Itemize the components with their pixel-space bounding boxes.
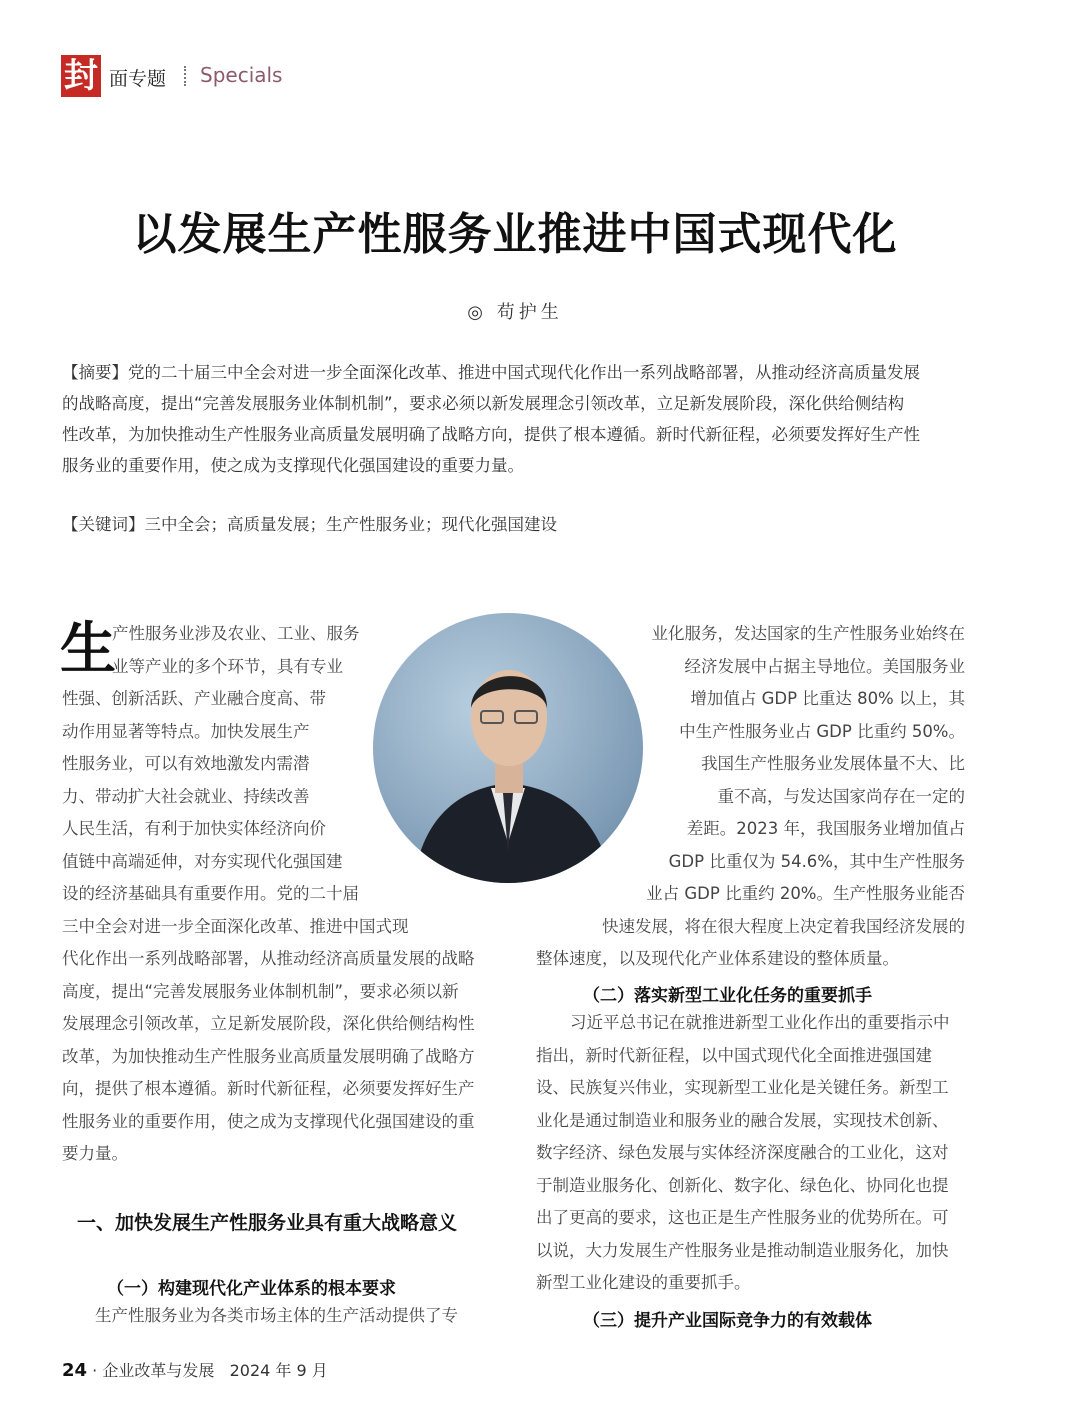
text-line: 业占 GDP 比重约 20%。生产性服务业能否 xyxy=(646,884,965,903)
author: ◎ 苟护生 xyxy=(467,302,563,323)
text-line: 性强、创新活跃、产业融合度高、带 xyxy=(62,689,326,708)
text-line: 高度，提出“完善发展服务业体制机制”，要求必须以新 xyxy=(62,981,459,1001)
article-title: 以发展生产性服务业推进中国式现代化 xyxy=(132,209,898,260)
text-line: 重不高，与发达国家尚存在一定的 xyxy=(717,786,965,806)
text-line: 设、民族复兴伟业，实现新型工业化是关键任务。新型工 xyxy=(536,1078,949,1097)
text-line: 整体速度，以及现代化产业体系建设的整体质量。 xyxy=(536,949,899,968)
section-heading: 一、加快发展生产性服务业具有重大战略意义 xyxy=(77,1212,458,1234)
subsection-heading: （一）构建现代化产业体系的根本要求 xyxy=(107,1279,396,1299)
text-line: 值链中高端延伸，对夯实现代化强国建 xyxy=(62,851,343,871)
text-line: GDP 比重仅为 54.6%，其中生产性服务 xyxy=(668,851,965,871)
text-line: 发展理念引领改革，立足新发展阶段，深化供给侧结构性 xyxy=(62,1014,475,1033)
text-line: 性服务业的重要作用，使之成为支撑现代化强国建设的重 xyxy=(62,1111,475,1131)
text-line: 快速发展，将在很大程度上决定着我国经济发展的 xyxy=(602,916,965,936)
text-line: 力、带动扩大社会就业、持续改善 xyxy=(62,786,310,806)
column-logo: 封 xyxy=(61,55,101,97)
text-line: 新型工业化建设的重要抓手。 xyxy=(536,1273,751,1292)
subsection-heading: （二）落实新型工业化任务的重要抓手 xyxy=(583,986,872,1006)
text-line: 人民生活，有利于加快实体经济向价 xyxy=(62,819,326,838)
column-name-en: Specials xyxy=(200,63,283,87)
text-line: 以说，大力发展生产性服务业是推动制造业服务化，加快 xyxy=(536,1240,949,1260)
text-line: 向，提供了根本遵循。新时代新征程，必须要发挥好生产 xyxy=(62,1079,475,1098)
text-line: 性改革，为加快推动生产性服务业高质量发展明确了战略方向，提供了根本遵循。新时代新征程，必须要发挥好生产性 xyxy=(62,425,920,444)
text-line: 差距。2023 年，我国服务业增加值占 xyxy=(686,819,965,838)
text-line: 产性服务业涉及农业、工业、服务 xyxy=(112,624,360,643)
issue-date: 2024 年 9 月 xyxy=(229,1361,328,1380)
text-line: 三中全会对进一步全面深化改革、推进中国式现 xyxy=(62,916,409,936)
footer-dot: · xyxy=(92,1361,98,1380)
journal-name: 企业改革与发展 xyxy=(102,1361,215,1380)
subsection-heading: （三）提升产业国际竞争力的有效载体 xyxy=(583,1311,872,1331)
page-number: 24 xyxy=(62,1360,88,1381)
text-line: 增加值占 GDP 比重达 80% 以上，其 xyxy=(690,689,965,708)
text-line: 【摘要】党的二十届三中全会对进一步全面深化改革、推进中国式现代化作出一系列战略部署，从推动经济高质量发展 xyxy=(62,363,920,382)
author-photo xyxy=(373,613,643,883)
text-line: 性服务业，可以有效地激发内需潜 xyxy=(62,754,310,773)
text-line: 于制造业服务化、创新化、数字化、绿色化、协同化也提 xyxy=(536,1175,949,1195)
text-line: 出了更高的要求，这也正是生产性服务业的优势所在。可 xyxy=(536,1208,949,1227)
text-line: 服务业的重要作用，使之成为支撑现代化强国建设的重要力量。 xyxy=(62,456,524,475)
text-line: 中生产性服务业占 GDP 比重约 50%。 xyxy=(679,721,965,741)
divider xyxy=(184,66,186,86)
text-line: 经济发展中占据主导地位。美国服务业 xyxy=(684,656,965,676)
portrait-image xyxy=(373,613,643,883)
text-line: 指出，新时代新征程，以中国式现代化全面推进强国建 xyxy=(536,1045,932,1065)
text-line: 业化是通过制造业和服务业的融合发展，实现技术创新、 xyxy=(536,1110,949,1130)
text-line: 业等产业的多个环节，具有专业 xyxy=(112,656,343,676)
text-line: 数字经济、绿色发展与实体经济深度融合的工业化，这对 xyxy=(536,1143,949,1162)
text-line: 习近平总书记在就推进新型工业化作出的重要指示中 xyxy=(570,1013,950,1032)
text-line: 动作用显著等特点。加快发展生产 xyxy=(62,721,310,741)
drop-cap: 生 xyxy=(60,616,116,682)
text-line: 要力量。 xyxy=(62,1144,128,1163)
keywords: 【关键词】三中全会；高质量发展；生产性服务业；现代化强国建设 xyxy=(62,515,557,534)
text-line: 设的经济基础具有重要作用。党的二十届 xyxy=(62,884,359,903)
page-footer xyxy=(62,1358,328,1381)
text-line: 我国生产性服务业发展体量不大、比 xyxy=(701,754,965,773)
column-name: 面专题 xyxy=(109,68,167,90)
text-line: 代化作出一系列战略部署，从推动经济高质量发展的战略 xyxy=(62,949,475,968)
body-line: 生产性服务业为各类市场主体的生产活动提供了专 xyxy=(95,1306,458,1325)
text-line: 业化服务，发达国家的生产性服务业始终在 xyxy=(651,624,965,643)
text-line: 改革，为加快推动生产性服务业高质量发展明确了战略方 xyxy=(62,1046,475,1066)
text-line: 的战略高度，提出“完善发展服务业体制机制”，要求必须以新发展理念引领改革，立足新发展阶段，深化供给侧结构 xyxy=(62,394,905,413)
